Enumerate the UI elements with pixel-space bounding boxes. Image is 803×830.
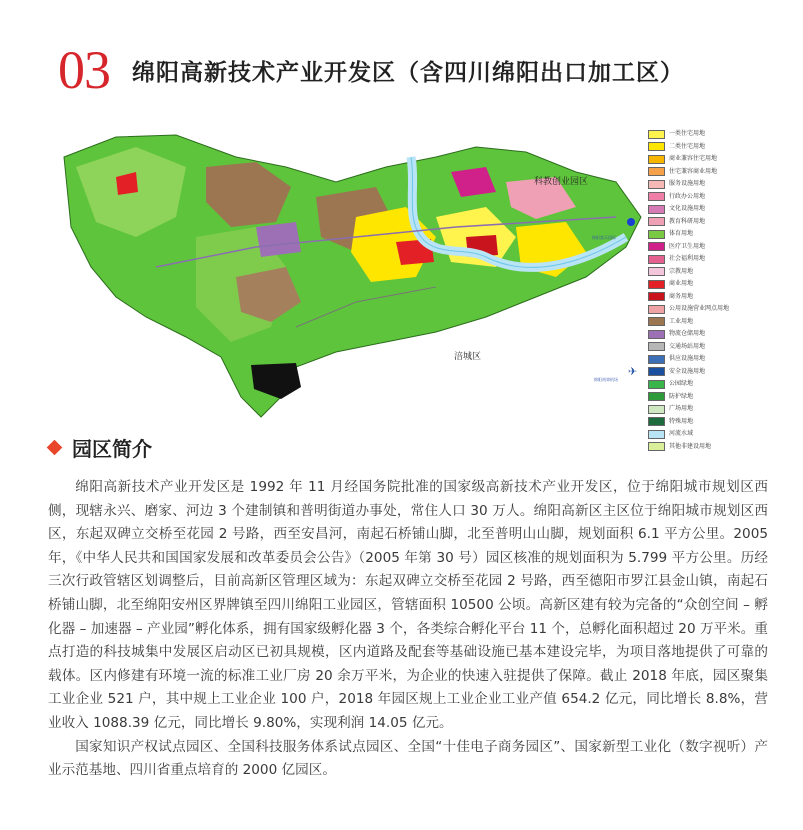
legend-item [648,128,758,141]
legend-label: 广场用地 [669,405,694,413]
section-header [49,433,152,462]
legend-label: 河流水域 [669,430,694,438]
legend-swatch [648,130,665,139]
legend-item [648,291,758,304]
legend-swatch [648,392,665,401]
airplane-icon: ✈ [628,365,638,378]
section-number: 03 [58,40,110,100]
page-title: 绵阳高新技术产业开发区（含四川绵阳出口加工区） [132,59,684,86]
legend-swatch [648,330,665,339]
diamond-icon [47,440,63,456]
intro-body [48,476,768,783]
legend-item [648,191,758,204]
legend-label: 商务用地 [669,292,694,300]
legend-label: 社会福利用地 [669,255,706,263]
legend-label: 教育科研用地 [669,217,706,225]
legend-swatch [648,217,665,226]
legend-swatch [648,155,665,164]
intro-paragraph-2: 国家知识产权试点园区、全国科技服务体系试点园区、全国“十佳电子商务园区”、国家新型工业化（数字视听）产业示范基地、四川省重点培育的 2000 亿园区。 [48,738,768,779]
legend-label: 住宅兼容商业用地 [669,167,718,175]
legend-item [648,416,758,429]
legend-label: 二类住宅用地 [669,142,706,150]
legend-label: 特殊用地 [669,417,694,425]
legend-swatch [648,367,665,376]
legend-label: 医疗卫生用地 [669,242,706,250]
legend-swatch [648,167,665,176]
legend-swatch [648,380,665,389]
legend-item [648,378,758,391]
map-label-kechuang: 科教创业园区 [534,177,589,187]
legend-item [648,203,758,216]
legend-item [648,391,758,404]
location-marker [627,218,635,226]
legend-item [648,241,758,254]
legend-swatch [648,292,665,301]
legend-label: 行政办公用地 [669,192,706,200]
legend-label: 其他非建设用地 [669,442,712,450]
legend-swatch [648,317,665,326]
page-header [58,40,684,100]
map-label-expo: 绵阳富乐国际 [592,235,616,240]
legend-label: 商业兼容住宅用地 [669,155,718,163]
legend-swatch [648,430,665,439]
legend-swatch [648,442,665,451]
legend-swatch [648,192,665,201]
legend-swatch [648,255,665,264]
legend-swatch [648,280,665,289]
legend-swatch [648,142,665,151]
legend-swatch [648,342,665,351]
map-label-airport: 绵阳南郊机场 [594,377,618,382]
section-title: 园区简介 [72,437,152,461]
legend-label: 体育用地 [669,230,694,238]
legend-item [648,141,758,154]
legend-item [648,341,758,354]
legend-label: 宗教用地 [669,267,694,275]
legend-item [648,266,758,279]
land-use-map [56,127,746,427]
legend-item [648,428,758,441]
legend-item [648,366,758,379]
legend-item [648,328,758,341]
map-graphic [56,127,656,427]
legend-swatch [648,180,665,189]
map-legend [648,128,758,453]
legend-item [648,166,758,179]
legend-label: 工业用地 [669,317,694,325]
legend-label: 服务设施用地 [669,180,706,188]
legend-item [648,403,758,416]
legend-swatch [648,267,665,276]
legend-item [648,153,758,166]
legend-label: 供应设施用地 [669,355,706,363]
legend-swatch [648,205,665,214]
legend-item [648,216,758,229]
legend-item [648,253,758,266]
legend-item [648,178,758,191]
legend-label: 公园绿地 [669,380,694,388]
legend-label: 公用设施营业网点用地 [669,305,730,313]
legend-label: 安全设施用地 [669,367,706,375]
legend-item [648,278,758,291]
legend-label: 商业用地 [669,280,694,288]
legend-item [648,353,758,366]
legend-item [648,228,758,241]
legend-item [648,441,758,454]
legend-swatch [648,230,665,239]
legend-swatch [648,405,665,414]
legend-swatch [648,242,665,251]
logistics-zone [256,222,301,257]
legend-item [648,316,758,329]
map-label-fucheng: 涪城区 [454,352,482,362]
legend-label: 一类住宅用地 [669,130,706,138]
legend-swatch [648,305,665,314]
legend-swatch [648,417,665,426]
legend-label: 防护绿地 [669,392,694,400]
legend-label: 交通场站用地 [669,342,706,350]
intro-paragraph-1: 绵阳高新技术产业开发区是 1992 年 11 月经国务院批准的国家级高新技术产业开发区，位于绵阳城市规划区西侧，现辖永兴、磨家、河边 3 个建制镇和普明街道办事处，常住人口 30 万人。绵阳高新区主区位于绵阳城市规划区西区，东起双碑立交桥至花园 2 号路，西至安昌河，南起石桥铺山脚，北至普明山山脚，规划面积 6.1 平方公里。2005 年，《中华人民共和国国家发展和改革委员会公告》（2005 年第 30 号）园区核准的规划面积为 5.799 平方公里。历经三次行政管辖区划调整后，目前高新区管理区域为：东起双碑立交桥至花园 2 号路，西至德阳市罗江县金山镇，南起石桥铺山脚，北至绵阳安州区界牌镇至四川绵阳工业园区，管辖面积 10500 公顷。高新区建有较为完备的“众创空间 – 孵化器 – 加速器 – 产业园”孵化体系，拥有国家级孵化器 3 个，各类综合孵化平台 11 个，总孵化面积超过 20 万平米。重点打造的科技城集中发展区启动区已初具规模，区内道路及配套等基础设施已基本建设完毕，为项目落地提供了可靠的载体。区内修建有环境一流的标准工业厂房 20 余万平米，为企业的快速入驻提供了保障。截止 2018 年底，园区聚集工业企业 521 户，其中规上工业企业 100 户，2018 年园区规上工业企业工业产值 654.2 亿元，同比增长 8.8%，营业收入 1088.39 亿元，同比增长 9.80%，实现利润 14.05 亿元。 [48,479,768,731]
legend-swatch [648,355,665,364]
legend-item [648,303,758,316]
legend-label: 物流仓储用地 [669,330,706,338]
legend-label: 文化设施用地 [669,205,706,213]
